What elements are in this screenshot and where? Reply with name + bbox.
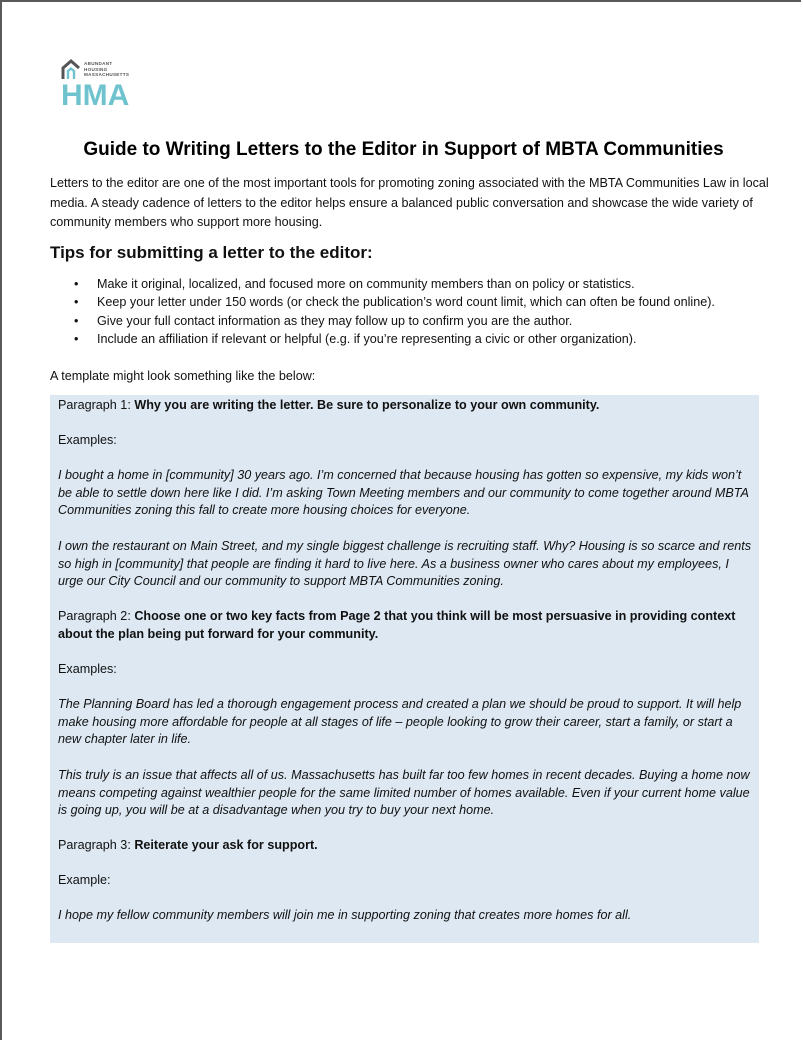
intro-paragraph: Letters to the editor are one of the most important tools for promoting zoning associated with the MBTA Communities Law in local media. A steady cadence of letters to the editor helps ensure a balanced public conversation and showcase the wide variety of community members who support more housing.	[50, 176, 769, 229]
template-box	[50, 395, 759, 943]
tip-text: Keep your letter under 150 words (or check the publication’s word count limit, which can often be found online).	[97, 295, 715, 310]
bullet-icon: •	[74, 295, 79, 310]
paragraph-1-example-1: I bought a home in [community] 30 years ago. I’m concerned that because housing has gotten so expensive, my kids won’t be able to settle down here like I did. I’m asking Town Meeting members and our community to come together around MBTA Communities zoning this fall to create more housing choices for everyone.	[58, 468, 749, 518]
list-item	[50, 293, 780, 311]
list-item	[50, 330, 780, 348]
bullet-icon: •	[74, 277, 79, 291]
logo-letters: HMA	[61, 79, 130, 112]
list-item	[50, 312, 780, 330]
paragraph-2-examples-label: Examples:	[58, 662, 117, 676]
tips-list	[50, 275, 780, 349]
template-intro: A template might look something like the below:	[50, 369, 316, 383]
paragraph-1-label: Paragraph 1:	[58, 398, 135, 412]
paragraph-3-example-label: Example:	[58, 873, 111, 887]
list-item	[50, 275, 780, 293]
tip-text: Include an affiliation if relevant or helpful (e.g. if you’re representing a civic or other organization).	[97, 332, 637, 347]
paragraph-2-label: Paragraph 2:	[58, 609, 135, 623]
logo-line-2: HOUSING	[84, 66, 108, 72]
paragraph-3-instruction: Reiterate your ask for support.	[134, 838, 318, 852]
tip-text: Give your full contact information as they may follow up to confirm you are the author.	[97, 313, 573, 328]
paragraph-1-examples-label: Examples:	[58, 433, 117, 447]
paragraph-3-example: I hope my fellow community members will join me in supporting zoning that creates more homes for all.	[58, 908, 632, 922]
logo-line-3: MASSACHUSETTS	[84, 72, 130, 78]
paragraph-2-heading	[58, 608, 753, 643]
paragraph-3-heading	[58, 837, 753, 855]
paragraph-1-heading	[58, 397, 753, 415]
paragraph-1-instruction: Why you are writing the letter. Be sure to personalize to your own community.	[134, 398, 600, 412]
paragraph-2-example-2: This truly is an issue that affects all of us. Massachusetts has built far too few homes in recent decades. Buying a home now means competing against wealthier people for the same limited number of homes available. Even if your current home value is going up, you will be at a disadvantage when you try to buy your next home.	[58, 768, 750, 818]
logo-wordmark-small	[84, 61, 129, 78]
logo-line-1: ABUNDANT	[84, 61, 113, 66]
tip-text: Make it original, localized, and focused more on community members than on policy or statistics.	[97, 277, 635, 291]
bullet-icon: •	[74, 313, 79, 328]
tips-heading: Tips for submitting a letter to the editor:	[50, 243, 373, 262]
page-title: Guide to Writing Letters to the Editor in Support of MBTA Communities	[83, 139, 724, 160]
bullet-icon: •	[74, 332, 79, 347]
paragraph-2-instruction: Choose one or two key facts from Page 2 that you think will be most persuasive in providing context about the plan being put forward for your community.	[58, 609, 736, 641]
hma-logo	[61, 59, 151, 115]
paragraph-1-example-2: I own the restaurant on Main Street, and my single biggest challenge is recruiting staff. Why? Housing is so scarce and rents so high in [community] that people are finding it hard to live here. As a business owner who cares about my employees, I urge our City Council and our community to support MBTA Communities zoning.	[58, 539, 752, 589]
paragraph-3-label: Paragraph 3:	[58, 838, 135, 852]
paragraph-2-example-1: The Planning Board has led a thorough engagement process and created a plan we should be proud to support. It will help make housing more affordable for people at all stages of life – people looking to grow their career, start a family, or start a new chapter later in life.	[58, 697, 742, 747]
